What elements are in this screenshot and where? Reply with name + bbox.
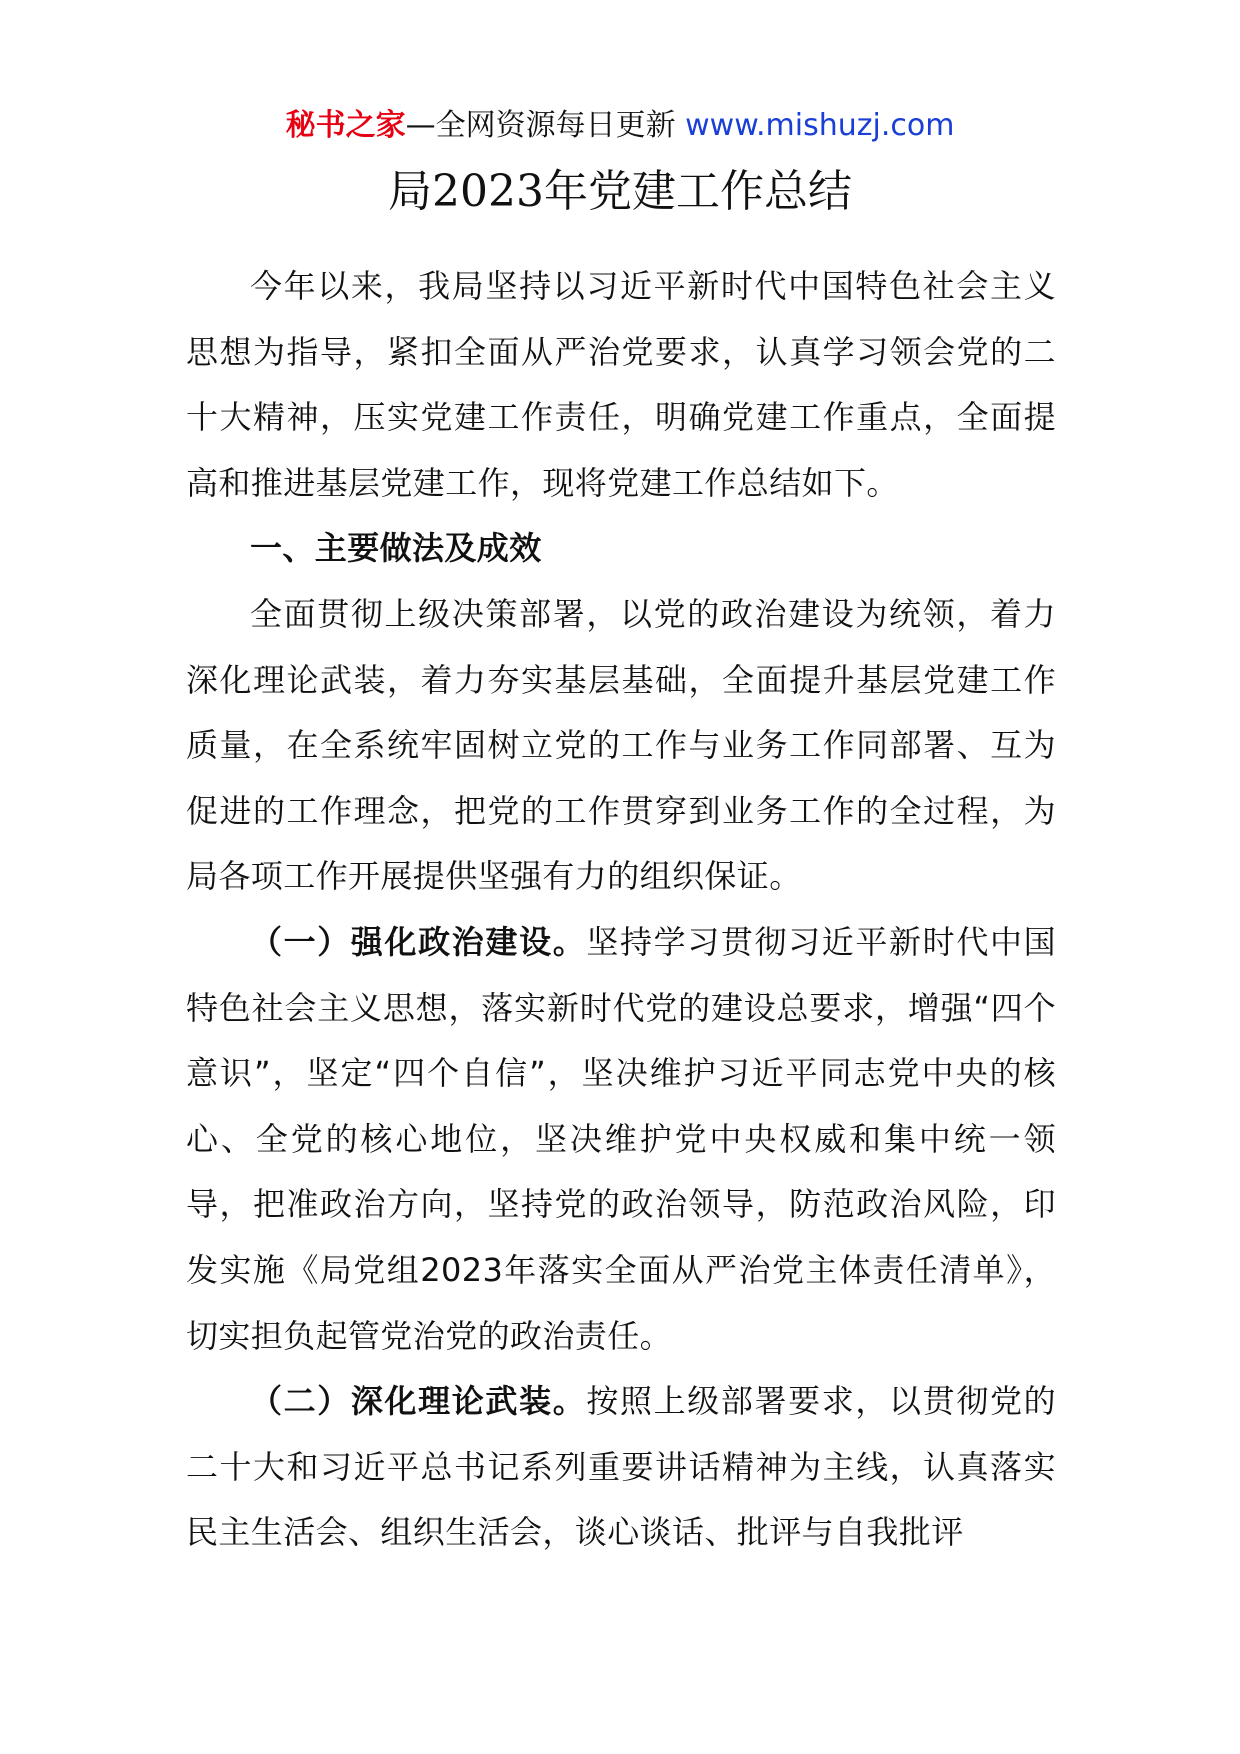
item-lead-1: （一）强化政治建设。 (250, 922, 587, 961)
document-body (186, 254, 1056, 1566)
site-brand: 秘书之家 (285, 108, 406, 143)
document-title (0, 162, 1240, 222)
item-body-1: 坚持学习贯彻习近平新时代中国特色社会主义思想，落实新时代党的建设总要求，增强“四个意识”，坚定“四个自信”，坚决维护习近平同志党中央的核心、全党的核心地位，坚决维护党中央权威和集中统一领导，把准政治方向，坚持党的政治领导，防范政治风险，印发实施《局党组2023年落实全面从严治党主体责任清单》，切实担负起管党治党的政治责任。 (186, 922, 1056, 1355)
item-paragraph-2 (186, 1369, 1056, 1566)
title-year: 2023 (432, 166, 544, 217)
title-prefix: 局 (388, 166, 432, 217)
site-header (0, 104, 1240, 148)
item-body-2: 按照上级部署要求，以贯彻党的二十大和习近平总书记系列重要讲话精神为主线，认真落实民主生活会、组织生活会，谈心谈话、批评与自我批评 (186, 1382, 1056, 1552)
item-lead-2: （二）深化理论武装。 (250, 1382, 587, 1421)
site-tagline: —全网资源每日更新 (405, 108, 686, 143)
title-suffix: 年党建工作总结 (543, 166, 852, 217)
section-heading: 一、主要做法及成效 (250, 529, 542, 568)
item-paragraph-1 (186, 910, 1056, 1369)
section-paragraph: 全面贯彻上级决策部署，以党的政治建设为统领，着力深化理论武装，着力夯实基层基础，全面提升基层党建工作质量，在全系统牢固树立党的工作与业务工作同部署、互为促进的工作理念，把党的工作贯穿到业务工作的全过程，为局各项工作开展提供坚强有力的组织保证。 (186, 594, 1056, 896)
site-url[interactable]: www.mishuzj.com (685, 108, 955, 143)
intro-paragraph: 今年以来，我局坚持以习近平新时代中国特色社会主义思想为指导，紧扣全面从严治党要求，认真学习领会党的二十大精神，压实党建工作责任，明确党建工作重点，全面提高和推进基层党建工作，现将党建工作总结如下。 (186, 267, 1056, 502)
